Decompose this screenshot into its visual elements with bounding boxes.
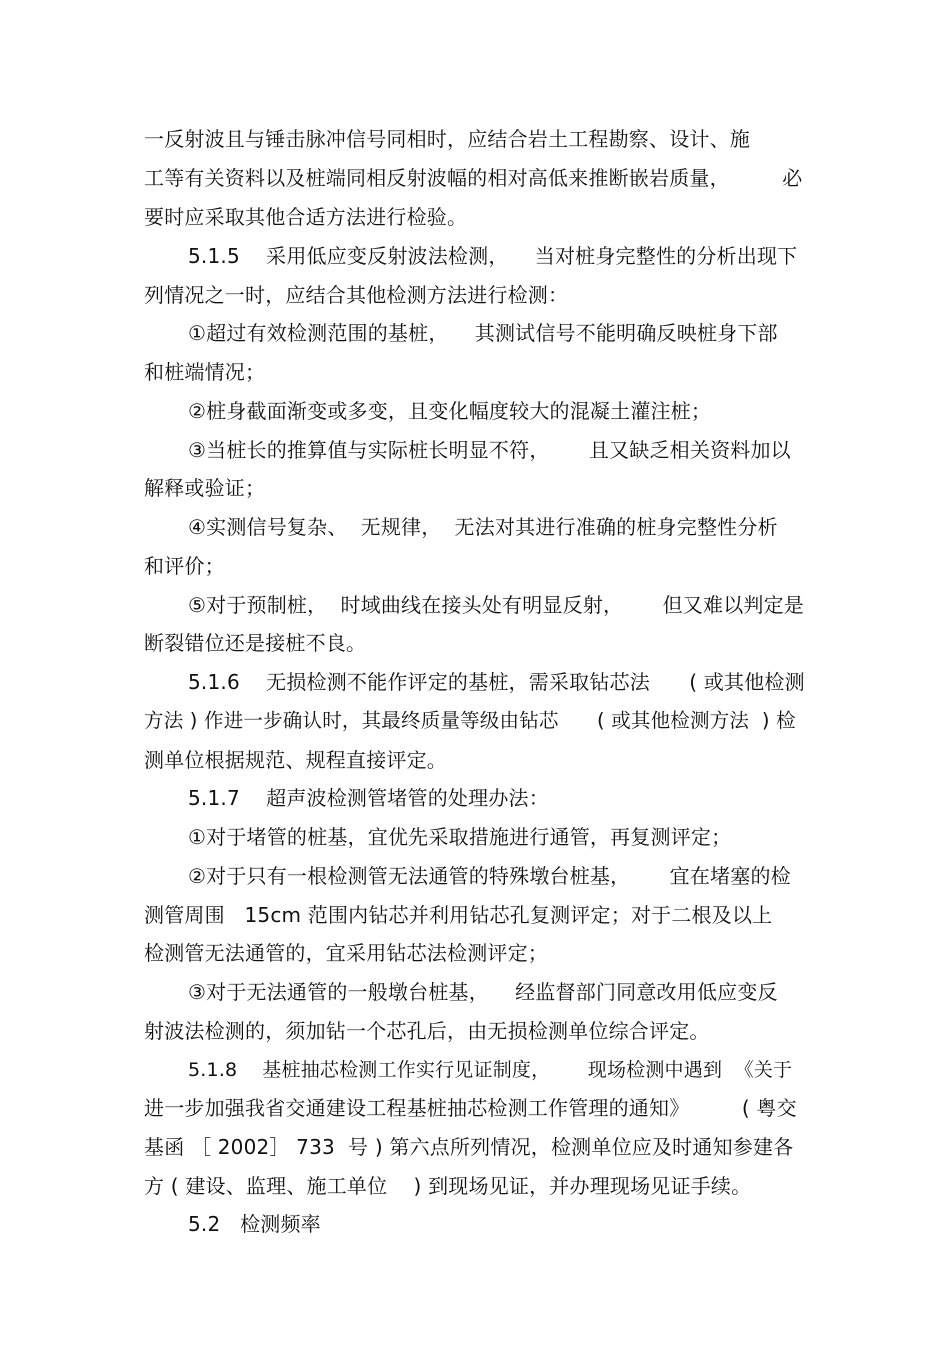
text-line: ②对于只有一根检测管无法通管的特殊墩台桩基， 宜在堵塞的检 <box>188 864 791 888</box>
text-line: 方 ( 建设、监理、施工单位 ) 到现场见证，并办理现场见证手续。 <box>144 1174 752 1198</box>
text-line: 方法 ) 作进一步确认时，其最终质量等级由钻芯 ( 或其他检测方法 ) 检 <box>144 709 796 732</box>
text-line: ④实测信号复杂、 无规律， 无法对其进行准确的桩身完整性分析 <box>188 515 778 539</box>
text-line: 射波法检测的，须加钻一个芯孔后，由无损检测单位综合评定。 <box>144 1019 710 1043</box>
text-line: ②桩身截面渐变或多变，且变化幅度较大的混凝土灌注桩； <box>188 399 712 423</box>
text-line: 基函 ［ 2002］ 733 号 ) 第六点所列情况，检测单位应及时通知参建各 <box>144 1135 794 1159</box>
text-line: 5.1.5 采用低应变反射波法检测， 当对桩身完整性的分析出现下 <box>188 244 798 268</box>
text-line: 要时应采取其他合适方法进行检验。 <box>144 205 468 229</box>
text-line: ⑤对于预制桩， 时域曲线在接头处有明显反射， 但又难以判定是 <box>188 593 804 617</box>
text-line: 5.1.7 超声波检测管堵管的处理办法： <box>188 786 549 810</box>
text-line: 工等有关资料以及桩端同相反射波幅的相对高低来推断嵌岩质量， 必 <box>144 166 803 190</box>
text-line: 检测管无法通管的，宜采用钻芯法检测评定； <box>144 941 548 965</box>
text-line: ③当桩长的推算值与实际桩长明显不符， 且又缺乏相关资料加以 <box>188 438 791 462</box>
section-heading: 5.2 检测频率 <box>188 1212 321 1236</box>
text-line: 和评价； <box>144 554 225 578</box>
text-line: 列情况之一时，应结合其他检测方法进行检测： <box>144 283 569 307</box>
text-line: 5.1.8 基桩抽芯检测工作实行见证制度， 现场检测中遇到 《关于 <box>188 1059 793 1081</box>
text-line: 一反射波且与锤击脉冲信号同相时，应结合岩土工程勘察、设计、施 <box>144 127 750 151</box>
text-line: 测管周围 15cm 范围内钻芯并利用钻芯孔复测评定；对于二根及以上 <box>144 903 773 927</box>
text-line: 测单位根据规范、规程直接评定。 <box>144 748 447 772</box>
text-line: 进一步加强我省交通建设工程基桩抽芯检测工作管理的通知》 ( 粤交 <box>144 1096 797 1120</box>
text-line: 和桩端情况； <box>144 360 266 384</box>
text-line: ③对于无法通管的一般墩台桩基， 经监督部门同意改用低应变反 <box>188 980 778 1004</box>
text-line: ①对于堵管的桩基，宜优先采取措施进行通管，再复测评定； <box>188 825 732 849</box>
text-line: 5.1.6 无损检测不能作评定的基桩，需采取钻芯法 ( 或其他检测 <box>188 670 805 694</box>
text-line: 解释或验证； <box>144 476 266 500</box>
text-line: 断裂错位还是接桩不良。 <box>144 631 367 655</box>
text-line: ①超过有效检测范围的基桩， 其测试信号不能明确反映桩身下部 <box>188 321 778 345</box>
